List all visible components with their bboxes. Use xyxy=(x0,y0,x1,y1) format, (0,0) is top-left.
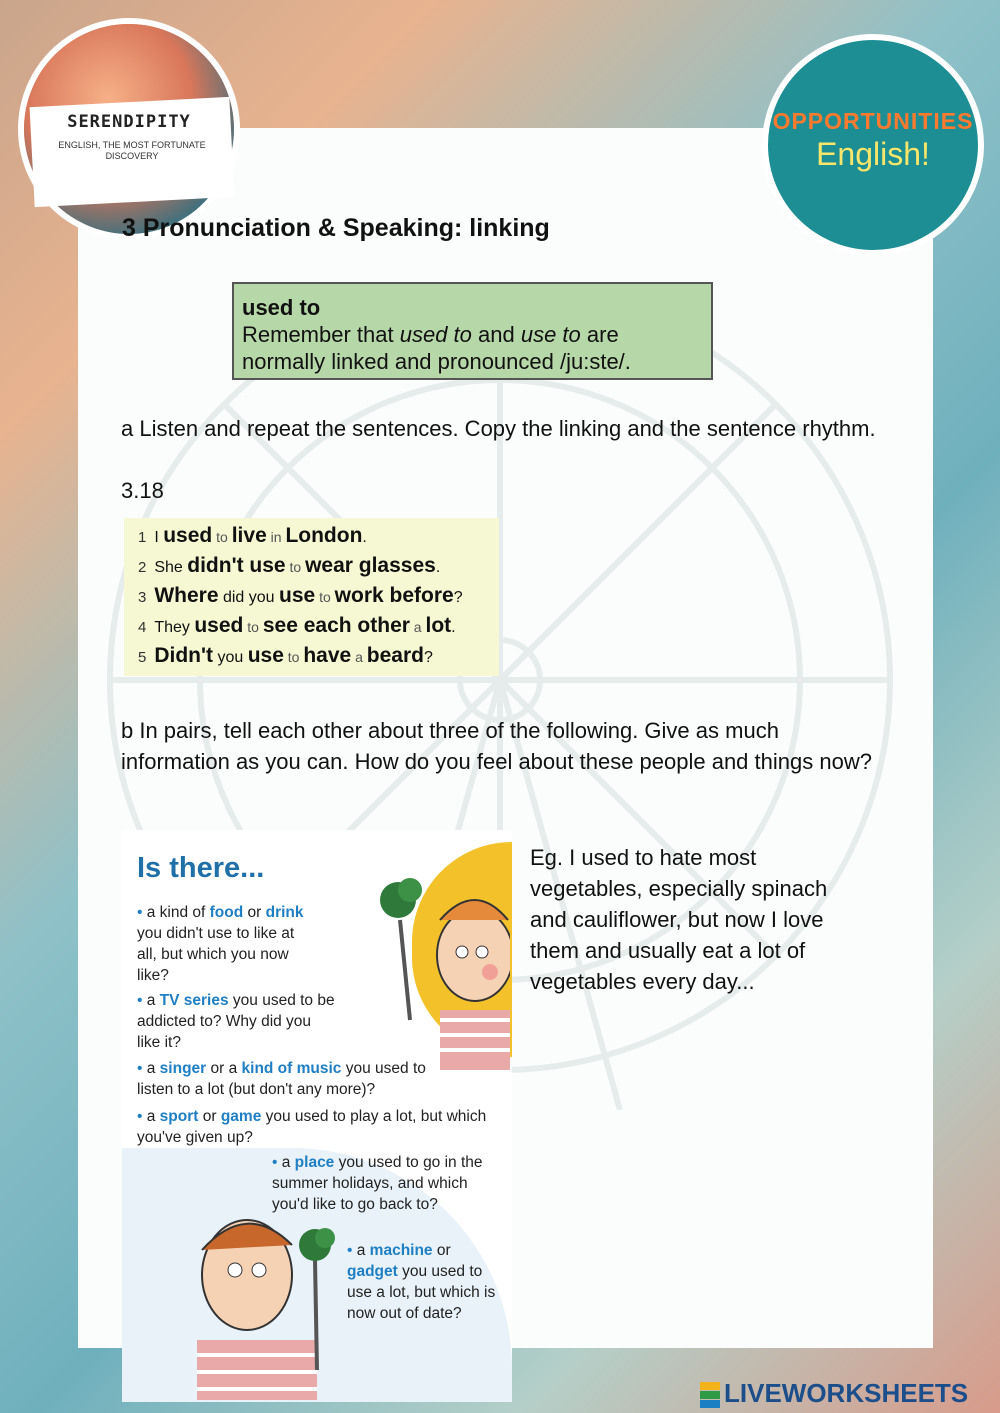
sentence-word: a xyxy=(351,649,367,665)
question-keyword: place xyxy=(294,1154,335,1171)
sentence-word: a xyxy=(409,619,426,635)
sentence-word: ? xyxy=(423,649,433,666)
footer-text: LIVEWORKSHEETS xyxy=(724,1378,969,1408)
question-text: a xyxy=(146,992,160,1009)
bullet-icon: • xyxy=(137,1108,147,1125)
sentence-number: 2 xyxy=(138,559,147,576)
boy-with-broccoli-illustration xyxy=(380,860,510,1070)
bullet-icon: • xyxy=(137,1060,147,1077)
liveworksheets-logo[interactable] xyxy=(700,1378,968,1409)
sentence-number: 3 xyxy=(138,589,147,606)
question-text: or a xyxy=(206,1060,242,1077)
sentence-word: to xyxy=(283,649,304,665)
sentence-word: in xyxy=(266,529,286,545)
bullet-icon: • xyxy=(137,992,147,1009)
logo-opportunities: OPPORTUNITIES xyxy=(772,108,974,134)
sentence-word: They xyxy=(154,619,195,636)
question-keyword: TV series xyxy=(159,992,229,1009)
question-text: you used to be addicted to? Why did you like it? xyxy=(137,992,335,1051)
question-text: or xyxy=(243,904,266,921)
question-keyword: game xyxy=(220,1108,262,1125)
question-item xyxy=(137,1058,457,1100)
sentence-word: Didn't xyxy=(154,644,213,667)
sentence-word: see each other xyxy=(262,614,410,637)
sentence-word: used xyxy=(163,524,213,547)
sentence-word: I xyxy=(154,529,164,546)
question-keyword: gadget xyxy=(347,1263,398,1280)
man-with-broccoli-illustration xyxy=(177,1200,357,1400)
sentence-word: lot xyxy=(425,614,452,637)
example-text: Eg. I used to hate most vegetables, especially spinach and cauliflower, but now I love them and usually eat a lot of vegetables every day... xyxy=(530,845,828,994)
sentence-word: use xyxy=(279,584,316,607)
question-text: you didn't use to like at all, but which you now like? xyxy=(137,925,295,984)
sentence-word: live xyxy=(231,524,267,547)
is-there-illustration xyxy=(122,830,512,1402)
sentence-word: wear glasses xyxy=(305,554,436,577)
question-text: a xyxy=(281,1154,295,1171)
question-item xyxy=(137,1106,487,1148)
question-keyword: singer xyxy=(159,1060,207,1077)
sentence-word: work before xyxy=(334,584,454,607)
logo-title: SERENDIPITY xyxy=(67,112,191,132)
sentence-word: . xyxy=(435,559,441,576)
question-keyword: sport xyxy=(159,1108,199,1125)
sentence-word: have xyxy=(303,644,352,667)
bullet-icon: • xyxy=(272,1154,282,1171)
serendipity-logo xyxy=(24,24,234,234)
question-item xyxy=(137,902,312,986)
sentence-row xyxy=(138,644,433,668)
question-text: a xyxy=(356,1242,370,1259)
sentence-row xyxy=(138,554,440,578)
sentence-word: London xyxy=(285,524,363,547)
question-keyword: drink xyxy=(265,904,304,921)
instruction-b: b In pairs, tell each other about three of the following. Give as much information as you can. How do you feel about these people and things now? xyxy=(121,718,872,774)
sentence-word: didn't use xyxy=(187,554,286,577)
liveworksheets-icon xyxy=(700,1382,720,1408)
sentence-word: . xyxy=(451,619,456,636)
question-text: or xyxy=(432,1242,451,1259)
sentences-panel xyxy=(124,518,499,676)
track-number: 3.18 xyxy=(121,478,164,503)
sentence-word: you xyxy=(213,649,248,666)
bullet-icon: • xyxy=(137,904,147,921)
sentence-word: beard xyxy=(366,644,424,667)
question-item xyxy=(137,990,337,1053)
is-there-title: Is there... xyxy=(137,852,265,884)
sentence-row xyxy=(138,524,367,548)
question-text: a kind of xyxy=(146,904,210,921)
note-box-title: used to xyxy=(242,295,321,320)
sentence-row xyxy=(138,614,456,638)
sentence-word: to xyxy=(212,529,232,545)
question-text: you used to go in the summer holidays, and which you'd like to go back to? xyxy=(272,1154,483,1213)
note-emphasis: use to xyxy=(520,322,581,347)
note-box-line2: normally linked and pronounced /ju:ste/. xyxy=(242,349,631,374)
instruction-a: a Listen and repeat the sentences. Copy the linking and the sentence rhythm. xyxy=(121,416,876,441)
sentence-word: ? xyxy=(453,589,463,606)
question-text: you used to play a lot, but which you've given up? xyxy=(137,1108,487,1146)
question-text: or xyxy=(198,1108,221,1125)
note-box xyxy=(232,282,713,380)
note-text: Remember that xyxy=(242,322,400,347)
sentence-row xyxy=(138,584,463,608)
question-text: a xyxy=(146,1060,160,1077)
note-text: are xyxy=(580,322,619,347)
section-heading: 3 Pronunciation & Speaking: linking xyxy=(122,214,550,242)
sentence-word: to xyxy=(315,589,335,605)
sentence-word: . xyxy=(362,529,367,546)
bullet-icon: • xyxy=(347,1242,357,1259)
note-box-line1 xyxy=(242,321,711,348)
question-item xyxy=(272,1152,497,1215)
sentence-word: to xyxy=(243,619,263,635)
question-text: a xyxy=(146,1108,160,1125)
logo-english: English! xyxy=(816,136,930,172)
sentence-word: Where xyxy=(154,584,219,607)
sentence-number: 1 xyxy=(138,529,147,546)
question-text: you used to use a lot, but which is now out of date? xyxy=(347,1263,496,1322)
question-text: you used to listen to a lot (but don't any more)? xyxy=(137,1060,426,1098)
question-item xyxy=(347,1240,502,1324)
sentence-number: 4 xyxy=(138,619,147,636)
note-text: and xyxy=(471,322,521,347)
sentence-word: use xyxy=(247,644,284,667)
sentence-word: to xyxy=(285,559,306,575)
sentence-number: 5 xyxy=(138,649,147,666)
note-emphasis: used to xyxy=(399,322,472,347)
sentence-word: did you xyxy=(218,589,280,606)
question-keyword: food xyxy=(209,904,244,921)
logo-subtitle: ENGLISH, THE MOST FORTUNATE DISCOVERY xyxy=(58,140,206,161)
question-keyword: kind of music xyxy=(241,1060,342,1077)
question-keyword: machine xyxy=(369,1242,433,1259)
sentence-word: She xyxy=(154,559,188,576)
sentence-word: used xyxy=(194,614,244,637)
opportunities-logo xyxy=(768,40,978,250)
